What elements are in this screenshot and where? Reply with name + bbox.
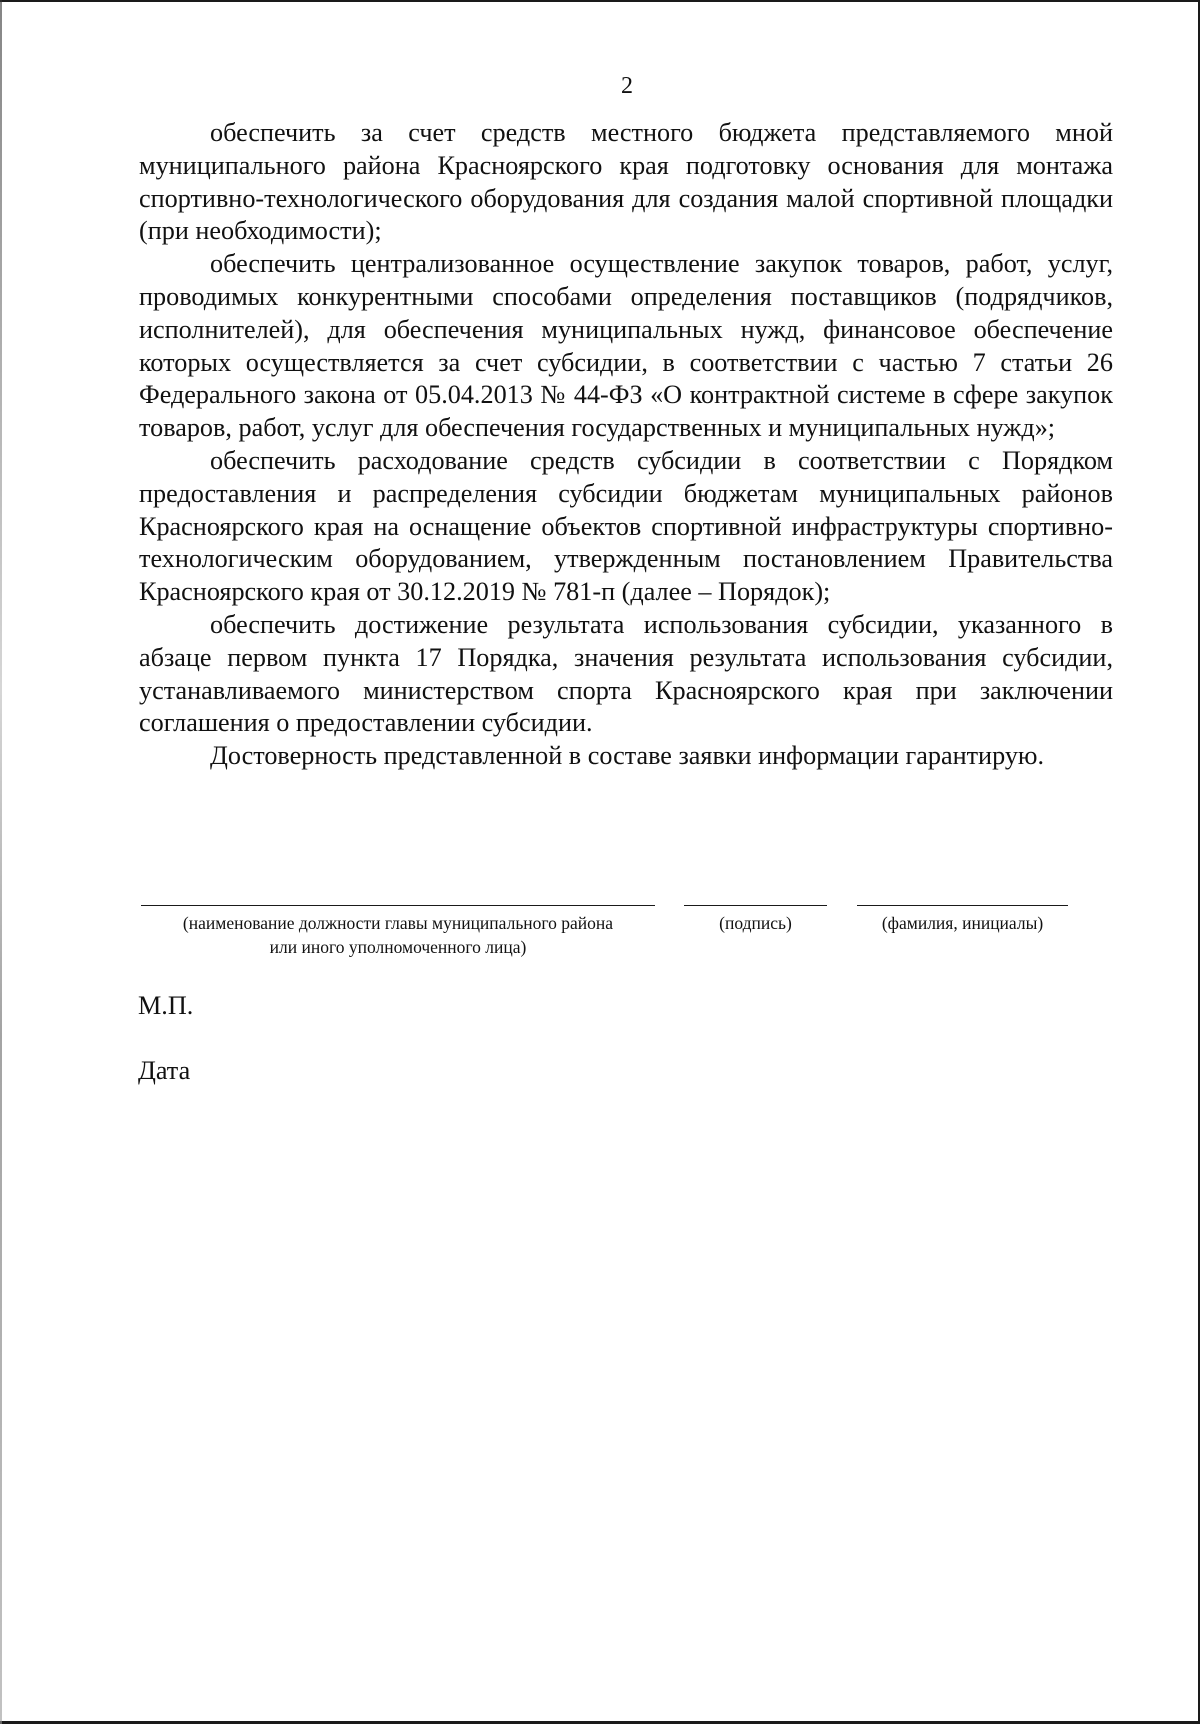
paragraph-subsidy-spending: обеспечить расходование средств субсидии в соответствии с Порядком предоставления и распределения субсидии бюджетам муниципальных районов Красноярского края на оснащение объектов спортивной инфраструктуры спортивно-технологическим оборудованием, утвержденным постановлением Правительства Красноярского края от 30.12.2019 № 781-п (далее – Порядок); [139,445,1113,607]
name-caption: (фамилия, инициалы) [881,913,1044,933]
signature-line [684,905,827,906]
position-caption-line1: (наименование должности главы муниципального района [182,913,614,933]
document-body [139,117,1113,773]
name-signature-line [857,905,1068,906]
scan-left-edge [0,0,2,1724]
stamp-label: М.П. [138,991,194,1020]
signature-caption: (подпись) [719,913,792,933]
position-signature-line [141,905,655,906]
position-caption-line2: или иного уполномоченного лица) [269,937,527,957]
paragraph-result-achievement: обеспечить достижение результата использования субсидии, указанного в абзаце первом пункта 17 Порядка, значения результата использования субсидии, устанавливаемого министерством спорта Красноярского края при заключении соглашения о предоставлении субсидии. [139,609,1113,738]
position-caption [141,911,655,959]
date-label: Дата [138,1056,191,1085]
paragraph-base-preparation: обеспечить за счет средств местного бюджета представляемого мной муниципального района Красноярского края подготовку основания для монтажа спортивно-технологического оборудования для создания малой спортивной площадки (при необходимости); [139,118,1113,246]
paragraph-procurement: обеспечить централизованное осуществление закупок товаров, работ, услуг, проводимых конкурентными способами определения поставщиков (подрядчиков, исполнителей), для обеспечения муниципальных нужд, финансовое обеспечение которых осуществляется за счет субсидии, в соответствии с частью 7 статьи 26 Федерального закона от 05.04.2013 № 44-ФЗ «О контрактной системе в сфере закупок товаров, работ, услуг для обеспечения государственных и муниципальных нужд»; [139,249,1113,443]
page-number: 2 [621,73,633,99]
paragraph-reliability-guarantee: Достоверность представленной в составе заявки информации гарантирую. [210,741,1045,771]
